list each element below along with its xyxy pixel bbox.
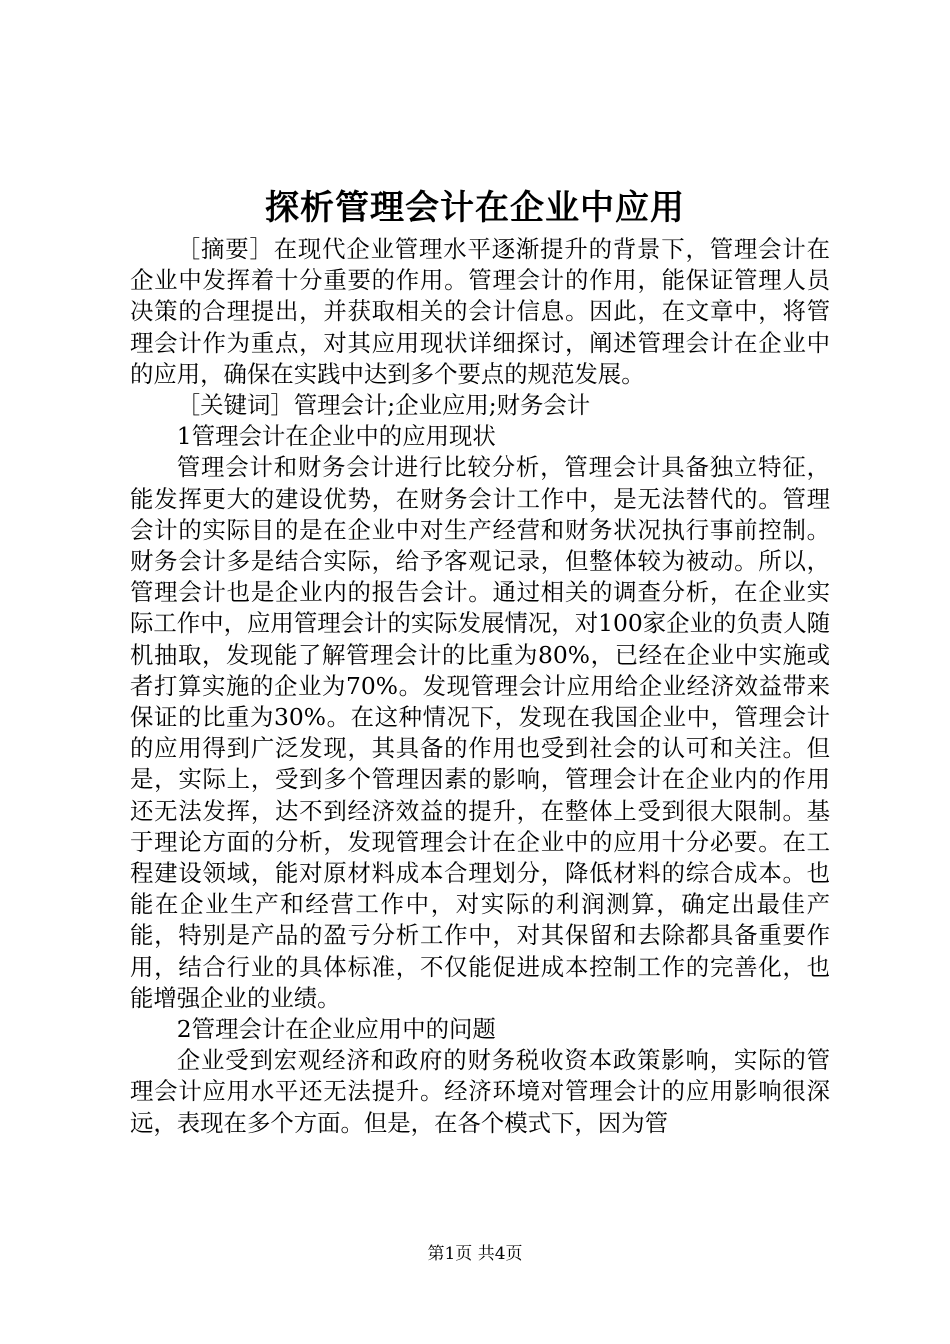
keywords-paragraph: ［关键词］管理会计;企业应用;财务会计 (176, 391, 591, 420)
document-title: 探析管理会计在企业中应用 (265, 188, 685, 228)
page-number-footer: 第1页 共4页 (427, 1244, 523, 1264)
section-1-heading: 1管理会计在企业中的应用现状 (176, 422, 496, 451)
document-body (130, 234, 830, 1139)
section-2-paragraph: 企业受到宏观经济和政府的财务税收资本政策影响，实际的管理会计应用水平还无法提升。经济环境对管理会计的应用影响很深远，表现在多个方面。但是，在各个模式下，因为管 (130, 1046, 830, 1137)
abstract-paragraph: ［摘要］在现代企业管理水平逐渐提升的背景下，管理会计在企业中发挥着十分重要的作用。管理会计的作用，能保证管理人员决策的合理提出，并获取相关的会计信息。因此，在文章中，将管理会计作为重点，对其应用现状详细探讨，阐述管理会计在企业中的应用，确保在实践中达到多个要点的规范发展。 (130, 235, 830, 388)
section-2-heading: 2管理会计在企业应用中的问题 (176, 1015, 496, 1044)
section-1-paragraph: 管理会计和财务会计进行比较分析，管理会计具备独立特征，能发挥更大的建设优势，在财务会计工作中，是无法替代的。管理会计的实际目的是在企业中对生产经营和财务状况执行事前控制。财务会计多是结合实际，给予客观记录，但整体较为被动。所以，管理会计也是企业内的报告会计。通过相关的调查分析，在企业实际工作中，应用管理会计的实际发展情况，对100家企业的负责人随机抽取，发现能了解管理会计的比重为80%，已经在企业中实施或者打算实施的企业为70%。发现管理会计应用给企业经济效益带来保证的比重为30%。在这种情况下，发现在我国企业中，管理会计的应用得到广泛发现，其具备的作用也受到社会的认可和关注。但是，实际上，受到多个管理因素的影响，管理会计在企业内的作用还无法发挥，达不到经济效益的提升，在整体上受到很大限制。基于理论方面的分析，发现管理会计在企业中的应用十分必要。在工程建设领域，能对原材料成本合理划分，降低材料的综合成本。也能在企业生产和经营工作中，对实际的利润测算，确定出最佳产能，特别是产品的盈亏分析工作中，对其保留和去除都具备重要作用，结合行业的具体标准，不仅能促进成本控制工作的完善化，也能增强企业的业绩。 (130, 453, 830, 1012)
